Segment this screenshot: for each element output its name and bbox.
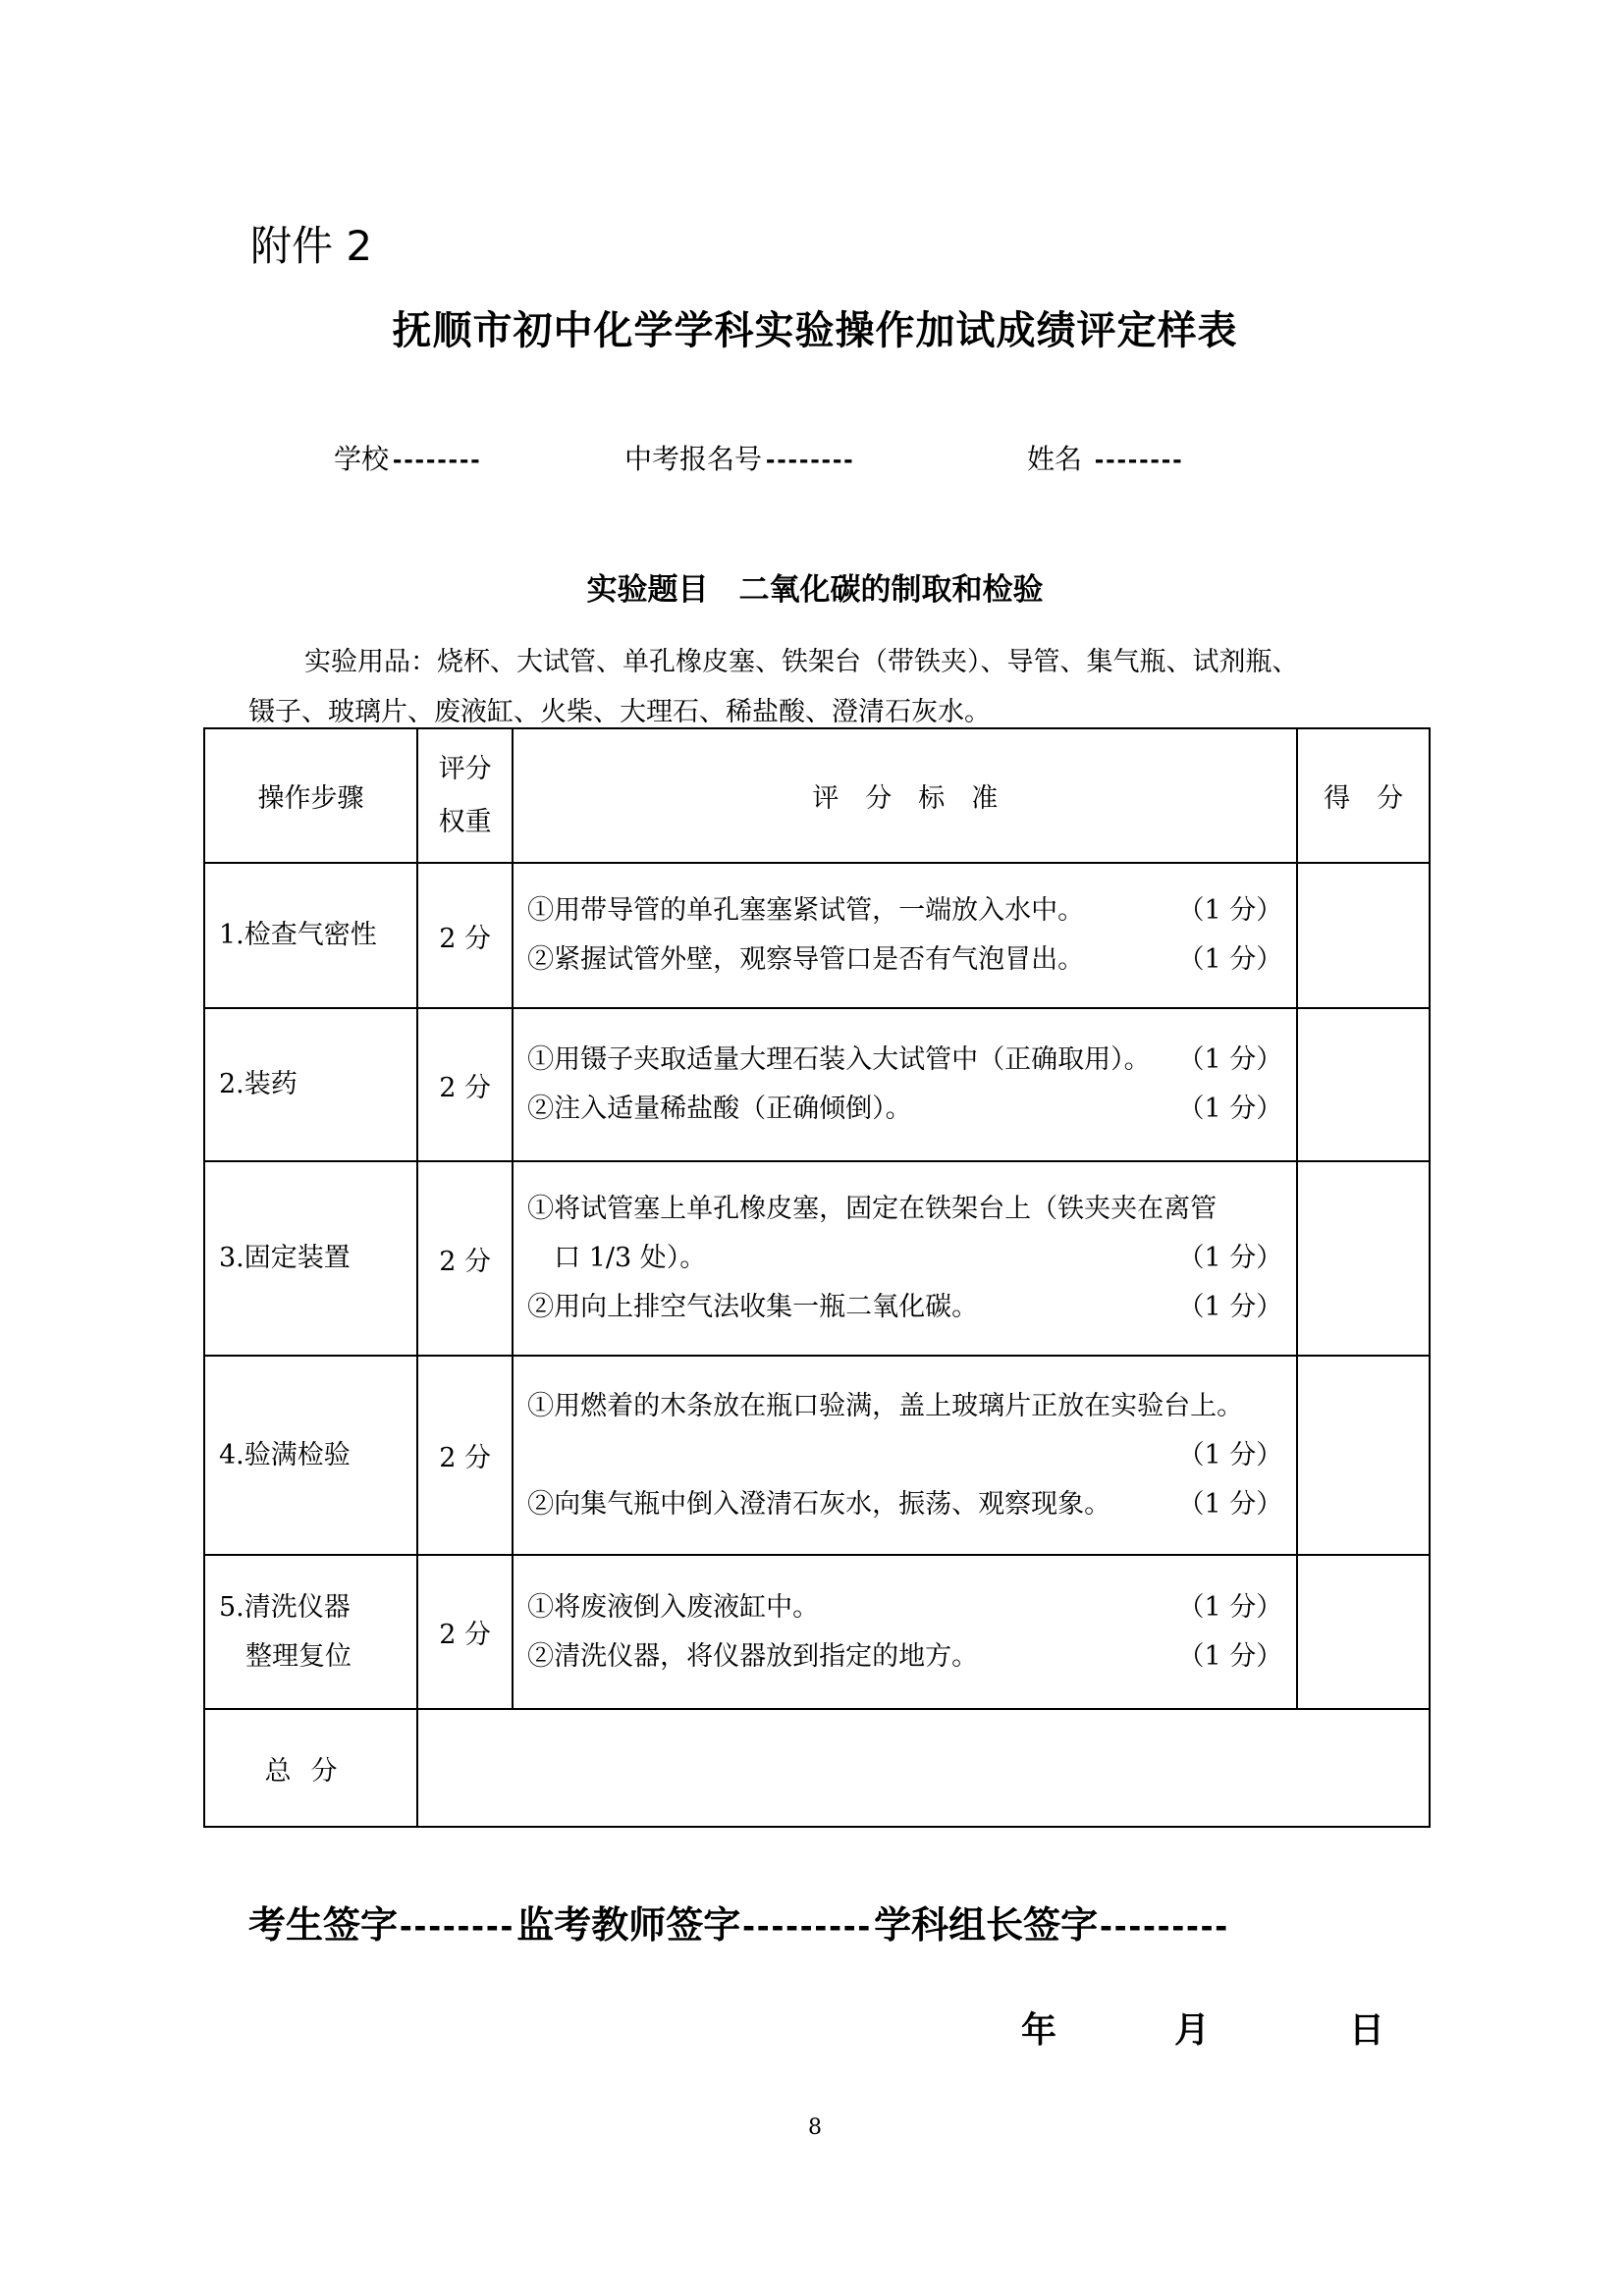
criteria-line <box>527 1185 1282 1234</box>
step-cell <box>204 1161 417 1356</box>
step-label: 5.清洗仪器 <box>219 1591 351 1623</box>
table-row <box>204 1008 1430 1161</box>
criteria-points: （1 分） <box>1177 1439 1283 1470</box>
criteria-line <box>527 1480 1282 1529</box>
criteria-text: ①用镊子夹取适量大理石装入大试管中（正确取用）。 <box>527 1044 1151 1075</box>
experiment-title: 实验题目 二氧化碳的制取和检验 <box>586 572 1044 608</box>
scoring-table <box>203 727 1431 1828</box>
school-blank[interactable]: -------- <box>393 444 482 474</box>
criteria-text: ①用燃着的木条放在瓶口验满，盖上玻璃片正放在实验台上。 <box>527 1390 1244 1421</box>
score-input-cell[interactable] <box>1297 1356 1430 1555</box>
supplies-line-2: 镊子、玻璃片、废液缸、火柴、大理石、稀盐酸、澄清石灰水。 <box>248 697 991 727</box>
header-criteria: 评 分 标 准 <box>513 728 1297 863</box>
score-input-cell[interactable] <box>1297 863 1430 1008</box>
proctor-signature-blank[interactable]: --------- <box>742 1905 873 1947</box>
date-year: 年 <box>1021 2009 1057 2051</box>
criteria-points: （1 分） <box>1177 1292 1283 1322</box>
weight-cell: 2 分 <box>417 1356 513 1555</box>
criteria-text: ②清洗仪器，将仪器放到指定的地方。 <box>527 1640 979 1672</box>
criteria-cell <box>513 863 1297 1008</box>
criteria-line <box>527 1431 1282 1480</box>
proctor-signature-label: 监考教师签字 <box>516 1902 741 1947</box>
table-row <box>204 1356 1430 1555</box>
leader-signature-blank[interactable]: --------- <box>1100 1905 1230 1947</box>
criteria-line <box>527 1632 1282 1682</box>
criteria-points: （1 分） <box>1177 1094 1283 1124</box>
criteria-points: （1 分） <box>1177 1591 1283 1623</box>
school-label: 学校 <box>334 443 390 475</box>
criteria-cell <box>513 1161 1297 1356</box>
criteria-line <box>527 886 1282 935</box>
score-input-cell[interactable] <box>1297 1008 1430 1161</box>
criteria-cell <box>513 1008 1297 1161</box>
step-cell <box>204 1356 417 1555</box>
criteria-line <box>527 1583 1282 1632</box>
name-blank[interactable]: -------- <box>1094 444 1184 474</box>
name-label: 姓名 <box>1027 443 1083 475</box>
student-signature-blank[interactable]: -------- <box>400 1905 515 1947</box>
criteria-text: ②用向上排空气法收集一瓶二氧化碳。 <box>527 1292 979 1322</box>
criteria-text: ①将试管塞上单孔橡皮塞，固定在铁架台上（铁夹夹在离管 <box>527 1194 1218 1224</box>
step-cell <box>204 863 417 1008</box>
date-day: 日 <box>1349 2009 1385 2051</box>
step-label: 2.装药 <box>219 1069 298 1099</box>
criteria-text: ②紧握试管外壁，观察导管口是否有气泡冒出。 <box>527 944 1085 975</box>
score-input-cell[interactable] <box>1297 1555 1430 1709</box>
attachment-label: 附件 2 <box>250 222 373 270</box>
page-number: 8 <box>808 2115 822 2140</box>
criteria-line <box>527 1382 1282 1431</box>
step-label: 整理复位 <box>219 1640 352 1672</box>
total-label: 总分 <box>204 1709 417 1827</box>
criteria-cell <box>513 1356 1297 1555</box>
criteria-text: ②注入适量稀盐酸（正确倾倒）。 <box>527 1094 912 1124</box>
weight-cell: 2 分 <box>417 1008 513 1161</box>
criteria-text: ②向集气瓶中倒入澄清石灰水，振荡、观察现象。 <box>527 1488 1111 1520</box>
criteria-points: （1 分） <box>1177 1488 1283 1520</box>
page-title: 抚顺市初中化学学科实验操作加试成绩评定样表 <box>392 308 1238 353</box>
school-field[interactable] <box>334 438 482 477</box>
weight-cell: 2 分 <box>417 1555 513 1709</box>
criteria-line <box>527 1085 1282 1134</box>
step-label: 4.验满检验 <box>219 1439 351 1470</box>
step-label: 3.固定装置 <box>219 1243 351 1273</box>
table-row <box>204 863 1430 1008</box>
criteria-line <box>527 1283 1282 1332</box>
exam-number-label: 中考报名号 <box>624 443 763 475</box>
student-signature-label: 考生签字 <box>248 1902 399 1947</box>
table-row <box>204 1161 1430 1356</box>
leader-signature-label: 学科组长签字 <box>874 1902 1099 1947</box>
exam-number-blank[interactable]: -------- <box>766 444 855 474</box>
criteria-points: （1 分） <box>1177 1044 1283 1075</box>
criteria-line <box>527 1234 1282 1283</box>
header-step: 操作步骤 <box>204 728 417 863</box>
step-cell <box>204 1555 417 1709</box>
header-score: 得 分 <box>1297 728 1430 863</box>
total-row <box>204 1709 1430 1827</box>
step-cell <box>204 1008 417 1161</box>
criteria-line <box>527 935 1282 985</box>
score-input-cell[interactable] <box>1297 1161 1430 1356</box>
criteria-points: （1 分） <box>1177 1640 1283 1672</box>
table-row <box>204 1555 1430 1709</box>
header-weight <box>417 728 513 863</box>
criteria-points: （1 分） <box>1177 1243 1283 1273</box>
criteria-text: ①用带导管的单孔塞塞紧试管，一端放入水中。 <box>527 895 1085 926</box>
table-header-row <box>204 728 1430 863</box>
date-month: 月 <box>1174 2009 1211 2051</box>
exam-number-field[interactable] <box>624 438 855 477</box>
header-weight-line-1: 评分 <box>438 753 492 784</box>
criteria-line <box>527 1036 1282 1085</box>
step-label: 1.检查气密性 <box>219 920 377 950</box>
supplies-line-1: 实验用品：烧杯、大试管、单孔橡皮塞、铁架台（带铁夹）、导管、集气瓶、试剂瓶、 <box>304 647 1299 677</box>
total-score-cell[interactable] <box>417 1709 1430 1827</box>
criteria-text: 口 1/3 处）。 <box>527 1243 707 1273</box>
weight-cell: 2 分 <box>417 1161 513 1356</box>
criteria-points: （1 分） <box>1177 895 1283 926</box>
criteria-text: ①将废液倒入废液缸中。 <box>527 1591 820 1623</box>
criteria-cell <box>513 1555 1297 1709</box>
name-field[interactable] <box>1027 438 1184 477</box>
weight-cell: 2 分 <box>417 863 513 1008</box>
header-weight-line-2: 权重 <box>438 806 492 837</box>
signature-line <box>248 1895 1231 1949</box>
criteria-points: （1 分） <box>1177 944 1283 975</box>
